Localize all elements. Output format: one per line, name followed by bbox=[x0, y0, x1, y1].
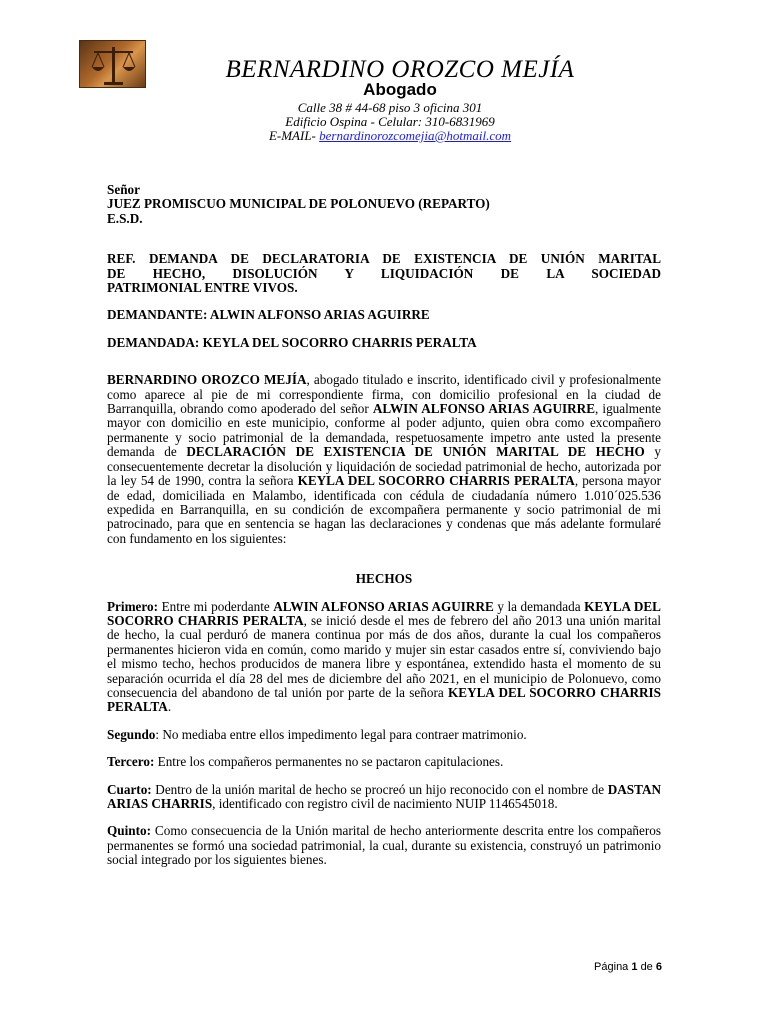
email-prefix: E-MAIL- bbox=[268, 128, 316, 143]
fact-segundo: Segundo: No mediaba entre ellos impedimento legal para contraer matrimonio. bbox=[107, 726, 527, 742]
address-line-2: Edificio Ospina - Celular: 310-6831969 bbox=[285, 114, 495, 129]
reference-line-2: DE HECHO, DISOLUCIÓN Y LIQUIDACIÓN DE LA SOCIEDAD bbox=[107, 265, 661, 281]
firm-title: Abogado bbox=[363, 80, 437, 99]
reference-line-1: REF. DEMANDA DE DECLARATORIA DE EXISTENCIA DE UNIÓN MARITAL bbox=[107, 251, 661, 267]
judge-name: JUEZ PROMISCUO MUNICIPAL DE POLONUEVO (REPARTO) bbox=[107, 196, 490, 212]
intro-paragraph: BERNARDINO OROZCO MEJÍA, abogado titulado e inscrito, identificado civil y profesionalmente como aparece al pie de mi correspondiente firma, con domicilio profesional en la ciudad de Barranquilla, obrando como apoderado del señor ALWIN ALFONSO ARIAS AGUIRRE, igualmente mayor con domicilio en este municipio, conforme al poder adjunto, quien obra como excompañero permanente y socio patrimonial de la demandada, respetuosamente impetro ante usted la presente demanda de DECLARACIÓN DE EXISTENCIA DE UNIÓN MARITAL DE HECHO y consecuentemente decretar la disolución y liquidación de sociedad patrimonial de hecho, autorizada por la ley 54 de 1990, contra la señora KEYLA DEL SOCORRO CHARRIS PERALTA, persona mayor de edad, domiciliada en Malambo, identificada con cédula de ciudadanía número 1.010´025.536 expedida en Barranquilla, en su condición de excompañera permanente y socio patrimonial de mi patrocinado, para que en sentencia se hagan las declaraciones y condenas que más adelante formularé con fundamento en los siguientes: bbox=[107, 372, 662, 546]
email-link[interactable]: bernardinorozcomejia@hotmail.com bbox=[319, 128, 512, 143]
salutation: Señor bbox=[107, 182, 140, 197]
fact-primero: Primero: Entre mi poderdante ALWIN ALFONSO ARIAS AGUIRRE y la demandada KEYLA DEL SOCORRO CHARRIS PERALTA, se inició desde el mes de febrero del año 2013 una unión marital de hecho, la cual perduró de manera continua por más de dos años, durante la cual los compañeros permanentes hicieron vida en común, como marido y mujer sin estar casados entre sí, conviviendo bajo el mismo techo, hechos producidos de manera libre y espontánea, extendido hasta el momento de su separación ocurrida el día 28 del mes de diciembre del año 2021, en el municipio de Polonuevo, como consecuencia del abandono de tal unión por parte de la señora KEYLA DEL SOCORRO CHARRIS PERALTA. bbox=[107, 598, 662, 715]
reference-line-3: PATRIMONIAL ENTRE VIVOS. bbox=[107, 280, 298, 296]
email-line bbox=[0, 129, 768, 143]
fact-quinto: Quinto: Como consecuencia de la Unión marital de hecho anteriormente descrita entre los compañeros permanentes se formó una sociedad patrimonial, la cual, durante su existencia, construyó un patrimonio social integrado por los siguientes bienes. bbox=[107, 823, 661, 868]
defendant-line: DEMANDADA: KEYLA DEL SOCORRO CHARRIS PERALTA bbox=[107, 334, 477, 350]
plaintiff-line: DEMANDANTE: ALWIN ALFONSO ARIAS AGUIRRE bbox=[107, 307, 430, 323]
page-number-footer: Página 1 de 6 bbox=[594, 961, 662, 973]
esd: E.S.D. bbox=[107, 210, 143, 226]
fact-tercero: Tercero: Entre los compañeros permanentes no se pactaron capitulaciones. bbox=[107, 754, 504, 770]
address-line-1: Calle 38 # 44-68 piso 3 oficina 301 bbox=[297, 100, 483, 115]
firm-name: BERNARDINO OROZCO MEJÍA bbox=[225, 56, 575, 83]
document-body bbox=[107, 183, 661, 868]
facts-heading: HECHOS bbox=[355, 571, 413, 587]
fact-cuarto: Cuarto: Dentro de la unión marital de hecho se procreó un hijo reconocido con el nombre de DASTAN ARIAS CHARRIS, identificado con registro civil de nacimiento NUIP 1146545018. bbox=[107, 781, 661, 811]
